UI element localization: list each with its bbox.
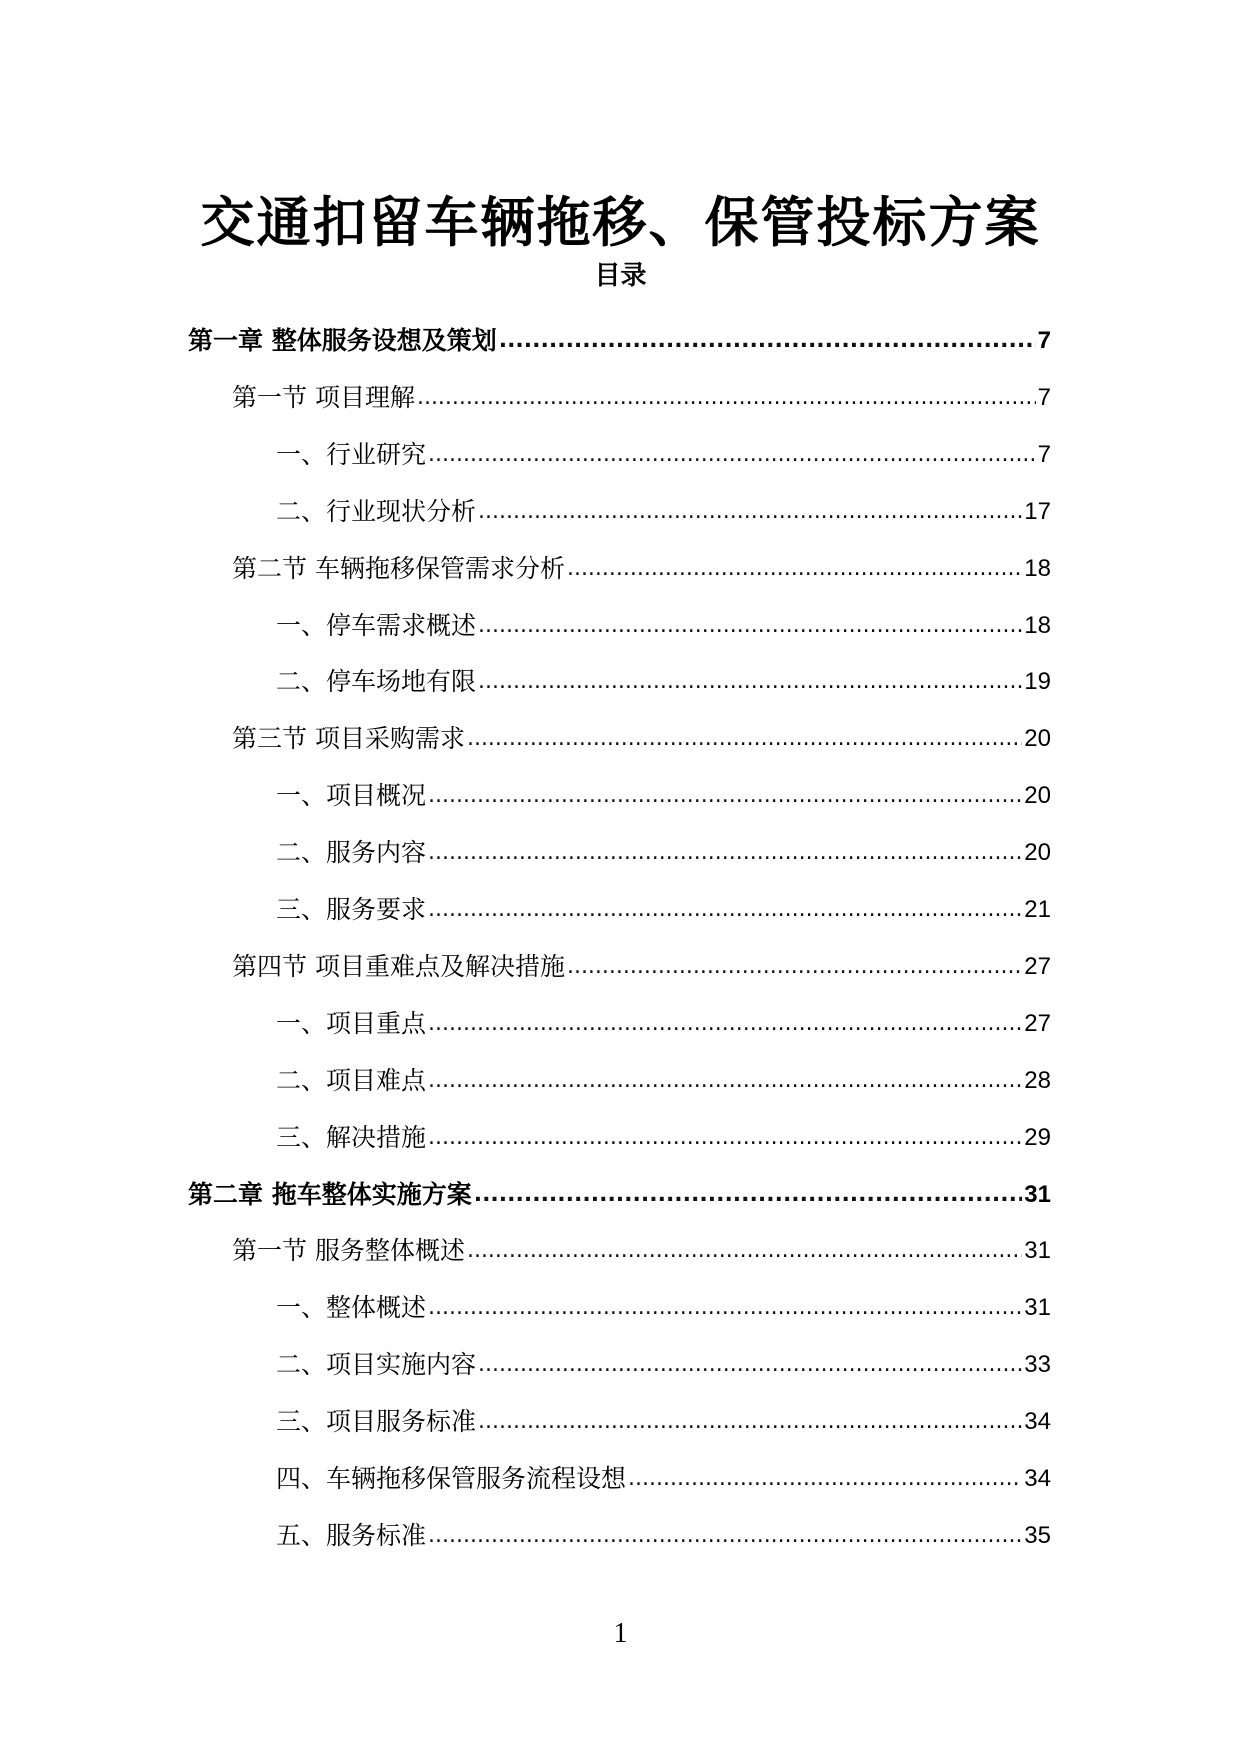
toc-entry-page: 20 (1024, 839, 1051, 867)
toc-dot-leader (428, 1519, 1022, 1553)
toc-entry-page: 31 (1024, 1237, 1051, 1265)
toc-entry-page: 29 (1024, 1123, 1051, 1151)
toc-entry-label: 五、服务标准 (276, 1520, 427, 1550)
toc-entry-page: 7 (1037, 383, 1051, 411)
toc-entry-page: 31 (1024, 1180, 1051, 1208)
toc-entry[interactable] (276, 603, 1051, 643)
toc-entry[interactable] (276, 1399, 1051, 1439)
toc-entry[interactable] (276, 1456, 1051, 1496)
toc-entry-page: 20 (1024, 782, 1051, 810)
toc-entry-label: 一、项目概况 (276, 781, 427, 811)
toc-entry-label: 第三节 项目采购需求 (232, 724, 465, 754)
toc-entry-page: 7 (1037, 440, 1051, 468)
toc-dot-leader (499, 324, 1036, 358)
toc-dot-leader (428, 438, 1036, 472)
toc-dot-leader (478, 609, 1022, 643)
toc-entry-page: 27 (1024, 1009, 1051, 1037)
toc-entry-label: 一、项目重点 (276, 1008, 427, 1038)
toc-entry[interactable] (276, 773, 1051, 813)
toc-dot-leader (428, 893, 1022, 927)
toc-dot-leader (428, 1007, 1022, 1041)
toc-entry-page: 27 (1024, 952, 1051, 980)
toc-entry[interactable] (276, 1058, 1051, 1098)
toc-entry-label: 三、解决措施 (276, 1122, 427, 1152)
toc-dot-leader (474, 1178, 1023, 1212)
toc-entry-page: 18 (1024, 611, 1051, 639)
toc-entry-label: 二、服务内容 (276, 838, 427, 868)
toc-entry[interactable] (276, 659, 1051, 699)
toc-entry-label: 第一节 项目理解 (232, 382, 415, 412)
toc-entry-page: 35 (1024, 1521, 1051, 1549)
toc-dot-leader (417, 381, 1036, 415)
toc-entry-label: 一、行业研究 (276, 439, 427, 469)
toc-entry-page: 34 (1024, 1408, 1051, 1436)
toc-entry[interactable] (276, 1001, 1051, 1041)
toc-entry[interactable] (276, 489, 1051, 529)
toc-entry[interactable] (232, 546, 1051, 586)
toc-entry[interactable] (276, 1513, 1051, 1553)
toc-entry-label: 二、项目难点 (276, 1065, 427, 1095)
toc-entry[interactable] (276, 887, 1051, 927)
toc-entry-page: 18 (1024, 554, 1051, 582)
toc-entry-label: 第二节 车辆拖移保管需求分析 (232, 553, 565, 583)
toc-entry-label: 三、项目服务标准 (276, 1407, 477, 1437)
toc-entry-label: 二、停车场地有限 (276, 667, 477, 697)
toc-entry[interactable] (232, 375, 1051, 415)
toc-entry-page: 20 (1024, 725, 1051, 753)
toc-entry-label: 二、项目实施内容 (276, 1350, 477, 1380)
toc-entry-page: 28 (1024, 1066, 1051, 1094)
toc-dot-leader (478, 1405, 1022, 1439)
toc-dot-leader (628, 1462, 1022, 1496)
toc-heading: 目录 (594, 261, 647, 291)
toc-entry[interactable] (188, 318, 1051, 358)
toc-entry-label: 第一节 服务整体概述 (232, 1236, 465, 1266)
toc-entry-page: 31 (1024, 1294, 1051, 1322)
toc-dot-leader (428, 836, 1022, 870)
toc-entry[interactable] (232, 1228, 1051, 1268)
toc-entry-label: 二、行业现状分析 (276, 496, 477, 526)
toc-entry-page: 17 (1024, 497, 1051, 525)
toc-entry-label: 一、停车需求概述 (276, 610, 477, 640)
toc-entry[interactable] (276, 1285, 1051, 1325)
toc-dot-leader (428, 1121, 1022, 1155)
toc-entry[interactable] (232, 716, 1051, 756)
toc-dot-leader (478, 495, 1022, 529)
toc-dot-leader (467, 1234, 1022, 1268)
toc-dot-leader (567, 950, 1022, 984)
toc-dot-leader (567, 552, 1022, 586)
toc-entry[interactable] (232, 944, 1051, 984)
toc-entry[interactable] (276, 830, 1051, 870)
toc-entry-label: 第四节 项目重难点及解决措施 (232, 951, 565, 981)
toc-entry-page: 21 (1024, 896, 1051, 923)
toc-entry[interactable] (276, 1342, 1051, 1382)
toc-entry[interactable] (276, 432, 1051, 472)
toc-entry-page: 34 (1024, 1465, 1051, 1492)
toc-dot-leader (478, 665, 1022, 699)
toc-entry-label: 三、服务要求 (276, 895, 427, 924)
toc-dot-leader (478, 1348, 1022, 1382)
toc-entry-page: 19 (1024, 668, 1051, 696)
toc-entry[interactable] (276, 1115, 1051, 1155)
page-title: 交通扣留车辆拖移、保管投标方案 (200, 191, 1041, 255)
toc-entry-page: 33 (1024, 1351, 1051, 1379)
toc-entry-label: 第一章 整体服务设想及策划 (188, 326, 497, 355)
toc-entry-label: 四、车辆拖移保管服务流程设想 (276, 1464, 627, 1493)
toc-dot-leader (428, 779, 1022, 813)
toc-entry-label: 一、整体概述 (276, 1293, 427, 1323)
toc-dot-leader (428, 1064, 1022, 1098)
page-number: 1 (613, 1618, 628, 1649)
toc-entry[interactable] (188, 1172, 1051, 1212)
toc-entry-page: 7 (1037, 327, 1051, 354)
toc-dot-leader (428, 1291, 1022, 1325)
toc-entry-label: 第二章 拖车整体实施方案 (188, 1179, 472, 1209)
toc-dot-leader (467, 722, 1022, 756)
